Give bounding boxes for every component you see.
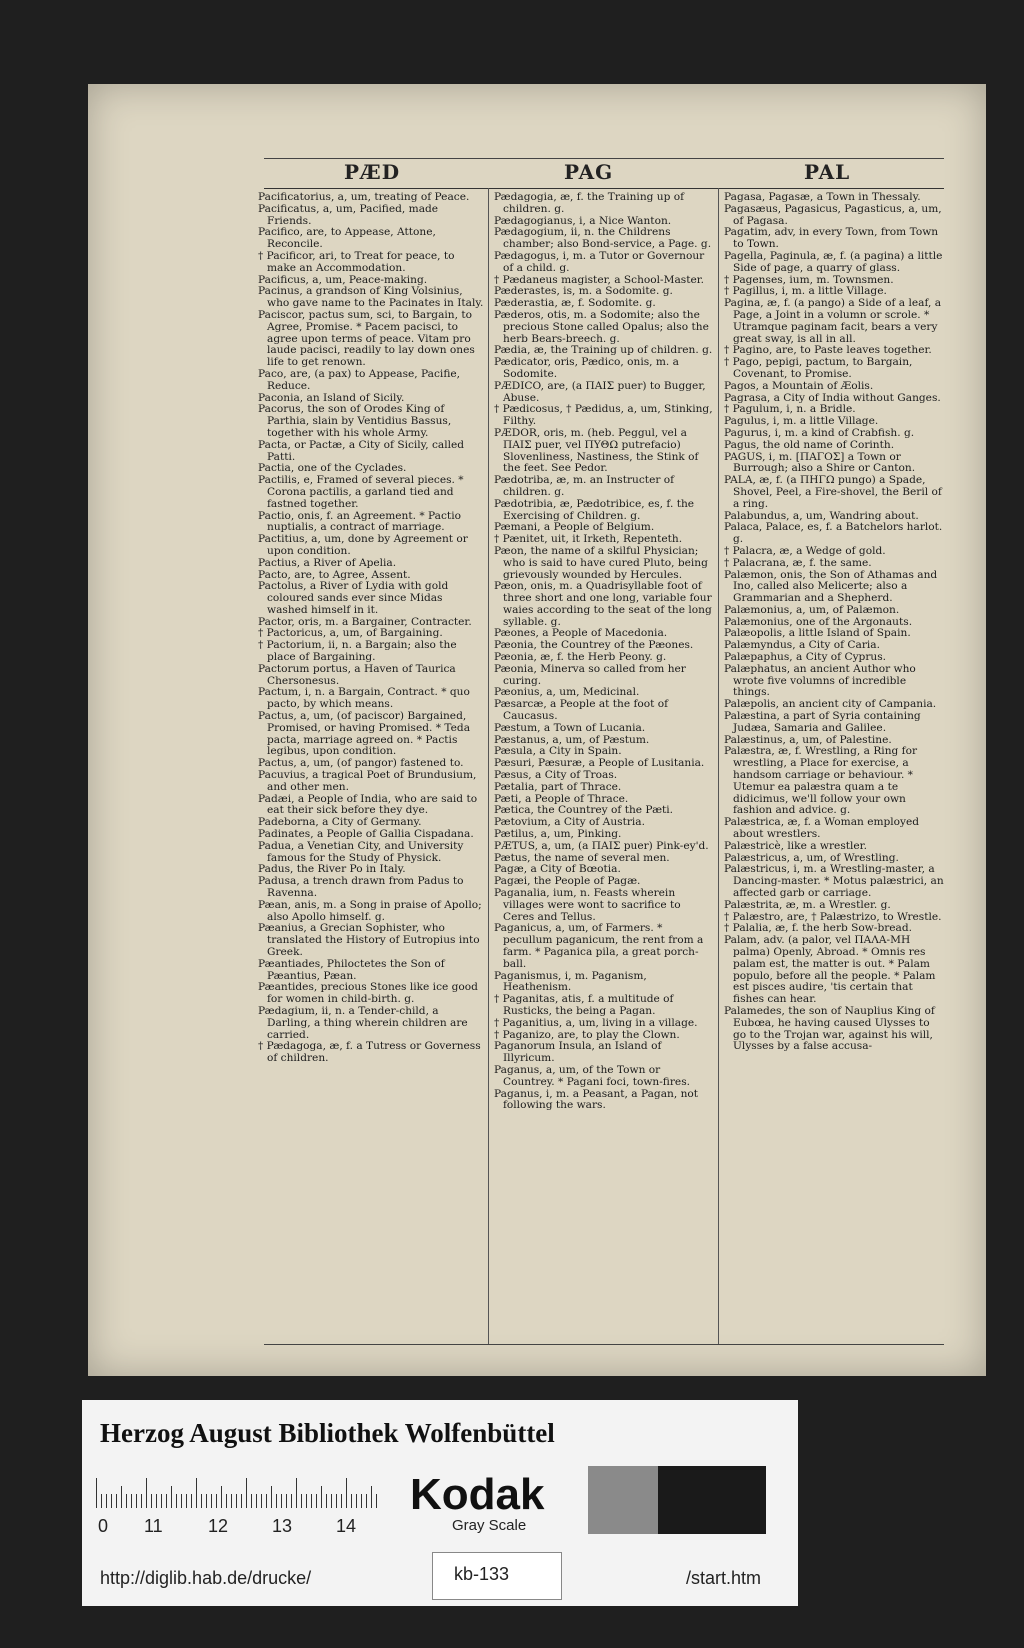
gray-scale-label: Gray Scale <box>452 1517 527 1534</box>
ruler-tick <box>326 1494 327 1508</box>
dictionary-entry: Paciscor, pactus sum, sci, to Bargain, to Agree, Promise. * Pacem pacisci, to agree upon terms of peace. Vitam pro laude pacisci, readily to lay down ones life to get renown. <box>258 308 475 369</box>
dictionary-entry: Pactia, one of the Cyclades. <box>258 462 407 475</box>
ruler-tick <box>101 1494 102 1508</box>
dictionary-entry: Palabundus, a, um, Wandring about. <box>724 509 919 522</box>
ruler-tick <box>356 1494 357 1508</box>
ruler-tick <box>166 1494 167 1508</box>
dictionary-entry: Pactitius, a, um, done by Agreement or upon condition. <box>258 533 468 557</box>
dictionary-entry: Pædagogus, i, m. a Tutor or Governour of a child. g. <box>494 249 705 274</box>
dictionary-entry: Palæstrita, æ, m. a Wrestler. g. <box>724 898 891 911</box>
dictionary-entry: Pæmani, a People of Belgium. <box>494 521 655 534</box>
dictionary-entry: Palæstricus, i, m. a Wrestling-master, a Dancing-master. * Motus palæstrici, an affected garb or carriage. <box>724 863 944 900</box>
ruler-tick <box>311 1494 312 1508</box>
ruler-number: 13 <box>272 1516 293 1536</box>
ruler-tick <box>241 1494 242 1508</box>
dictionary-entry: Pactolus, a River of Lydia with gold coloured sands ever since Midas washed himself in it. <box>258 580 449 616</box>
dictionary-entry: † Pagillus, i, m. a little Village. <box>724 285 887 298</box>
dictionary-entry: Pacto, are, to Agree, Assent. <box>258 568 411 581</box>
ruler-tick <box>366 1494 367 1508</box>
ruler-tick <box>346 1478 347 1508</box>
dictionary-entry: Palæpolis, an ancient city of Campania. <box>724 698 937 711</box>
ruler-tick <box>151 1494 152 1508</box>
dictionary-column-left <box>258 192 484 1065</box>
dictionary-entry: Pætalia, part of Thrace. <box>494 780 622 793</box>
dictionary-entry: PALA, æ, f. (a ΠΗΓΩ pungo) a Spade, Shovel, Peel, a Fire-shovel, the Beril of a ring. <box>724 474 942 510</box>
ruler-tick <box>181 1494 182 1508</box>
dictionary-entry: Pactilis, e, Framed of several pieces. * Corona pactilis, a garland tied and fastned together. <box>258 474 464 510</box>
dictionary-entry: Padinates, a People of Gallia Cispadana. <box>258 828 474 841</box>
dictionary-entry: Pædotribia, æ, Pædotribice, es, f. the Exercising of Children. g. <box>494 497 695 522</box>
dictionary-entry: † Pagino, are, to Paste leaves together. <box>724 344 932 357</box>
ruler-tick <box>316 1494 317 1508</box>
dictionary-entry: Palæopolis, a little Island of Spain. <box>724 627 911 640</box>
dictionary-entry: Pacta, or Pactæ, a City of Sicily, called Patti. <box>258 438 465 463</box>
ruler-number: 11 <box>144 1516 163 1536</box>
ruler-tick <box>201 1494 202 1508</box>
header-right: PAL <box>804 160 851 184</box>
ruler-tick <box>286 1494 287 1508</box>
dictionary-entry: Palæmyndus, a City of Caria. <box>724 639 880 652</box>
ruler-tick <box>256 1494 257 1508</box>
dictionary-entry: Palaca, Palace, es, f. a Batchelors harlot. g. <box>724 521 943 546</box>
color-target-card <box>82 1400 798 1606</box>
dictionary-entry: Palæpaphus, a City of Cyprus. <box>724 651 887 664</box>
dictionary-entry: Pæderastes, is, m. a Sodomite. g. <box>494 285 673 298</box>
dictionary-entry: Pacificatus, a, um, Pacified, made Friends. <box>258 202 439 227</box>
dictionary-entry: Paconia, an Island of Sicily. <box>258 391 405 404</box>
dictionary-entry: Pæderastia, æ, f. Sodomite. g. <box>494 297 656 310</box>
dictionary-entry: Pactum, i, n. a Bargain, Contract. * quo pacto, by which means. <box>258 686 470 711</box>
ruler-tick <box>146 1478 147 1508</box>
header-center: PAG <box>564 160 614 184</box>
dictionary-entry: † Palæstro, are, † Palæstrizo, to Wrestle. <box>724 910 942 923</box>
ruler-tick <box>231 1494 232 1508</box>
dictionary-entry: Palæstricè, like a wrestler. <box>724 839 867 852</box>
dictionary-entry: Pacifico, are, to Appease, Attone, Reconcile. <box>258 226 436 251</box>
dictionary-entry: Pæon, the name of a skilful Physician; who is said to have cured Pluto, being grievously wounded by Hercules. <box>494 544 708 581</box>
dictionary-entry: Pæsula, a City in Spain. <box>494 745 622 758</box>
ruler-tick <box>216 1494 217 1508</box>
dictionary-entry: Pacorus, the son of Orodes King of Parthia, slain by Ventidius Bassus, together with his whole Army. <box>258 403 452 439</box>
dictionary-entry: Pæanius, a Grecian Sophister, who translated the History of Eutropius into Greek. <box>258 922 480 958</box>
ruler-tick <box>176 1494 177 1508</box>
dictionary-entry: Pæones, a People of Macedonia. <box>494 627 668 640</box>
ruler-number: 12 <box>208 1516 229 1536</box>
dictionary-entry: PÆDICO, are, (a ΠΑΙΣ puer) to Bugger, Abuse. <box>494 379 706 404</box>
dictionary-entry: Palæstricus, a, um, of Wrestling. <box>724 851 899 864</box>
dictionary-entry: Pæan, anis, m. a Song in praise of Apollo; also Apollo himself. g. <box>258 898 482 923</box>
ruler-tick <box>281 1494 282 1508</box>
dictionary-entry: Pagrasa, a City of India without Ganges. <box>724 391 941 404</box>
ruler-tick <box>111 1494 112 1508</box>
dictionary-entry: Pætilus, a, um, Pinking. <box>494 828 622 841</box>
dictionary-entry: Palæstrica, æ, f. a Woman employed about wrestlers. <box>724 816 920 841</box>
dictionary-entry: Pagasæus, Pagasicus, Pagasticus, a, um, of Pagasa. <box>724 202 942 227</box>
dictionary-entry: Pagulus, i, m. a little Village. <box>724 415 879 428</box>
dictionary-entry: Pædagogianus, i, a Nice Wanton. <box>494 214 672 227</box>
dictionary-entry: † Pagenses, ium, m. Townsmen. <box>724 273 894 286</box>
ruler-tick <box>331 1494 332 1508</box>
dictionary-entry: Palæstina, a part of Syria containing Judæa, Samaria and Galilee. <box>724 710 921 734</box>
ruler-tick <box>191 1494 192 1508</box>
ruler-tick <box>351 1494 352 1508</box>
dictionary-entry: Paganus, a, um, of the Town or Countrey. * Pagani foci, town-fires. <box>494 1063 691 1088</box>
footer-rule <box>264 1344 944 1345</box>
ruler-tick <box>196 1478 197 1508</box>
dictionary-entry: Pacinus, a grandson of King Volsinius, who gave name to the Pacinates in Italy. <box>258 285 484 310</box>
ruler-tick <box>161 1494 162 1508</box>
scale-ruler <box>96 1478 378 1508</box>
ruler-tick <box>371 1486 372 1508</box>
dictionary-entry: Pæantiades, Philoctetes the Son of Pæantius, Pæan. <box>258 957 445 982</box>
gray-swatch <box>588 1466 658 1534</box>
dictionary-entry: Padus, the River Po in Italy. <box>258 863 406 876</box>
ruler-tick <box>96 1478 97 1508</box>
ruler-tick <box>246 1478 247 1508</box>
ruler-tick <box>121 1486 122 1508</box>
dictionary-entry: Padua, a Venetian City, and University famous for the Study of Physick. <box>258 839 464 864</box>
dictionary-entry: Pædia, æ, the Training up of children. g. <box>494 344 713 357</box>
black-swatch <box>658 1466 766 1534</box>
ruler-tick <box>361 1494 362 1508</box>
dictionary-entry: Pactus, a, um, (of paciscor) Bargained, Promised, or having Promised. * Teda pacta, marriage agreed on. * Pactis legibus, upon condition. <box>258 710 471 758</box>
dictionary-entry: Pæsus, a City of Troas. <box>494 769 618 782</box>
dictionary-entry: Pæsuri, Pæsuræ, a People of Lusitania. <box>494 757 705 770</box>
ruler-tick <box>276 1494 277 1508</box>
dictionary-entry: Pæti, a People of Thrace. <box>494 792 629 805</box>
dictionary-entry: PÆTUS, a, um, (a ΠΑΙΣ puer) Pink-ey'd. <box>494 839 709 852</box>
ruler-tick <box>336 1494 337 1508</box>
ruler-tick <box>206 1494 207 1508</box>
dictionary-entry: Pagæ, a City of Bœotia. <box>494 863 621 876</box>
ruler-tick <box>341 1494 342 1508</box>
ruler-tick <box>171 1486 172 1508</box>
ruler-number: 0 <box>98 1516 109 1536</box>
dictionary-entry: Pagurus, i, m. a kind of Crabfish. g. <box>724 426 915 439</box>
ruler-tick <box>321 1486 322 1508</box>
ruler-tick <box>226 1494 227 1508</box>
dictionary-entry: Pædotriba, æ, m. an Instructer of children. g. <box>494 474 675 498</box>
dictionary-entry: † Paganitas, atis, f. a multitude of Rusticks, the being a Pagan. <box>494 993 674 1017</box>
dictionary-column-middle <box>494 192 714 1112</box>
dictionary-entry: † Pædicosus, † Pædidus, a, um, Stinking, Filthy. <box>494 403 713 428</box>
dictionary-entry: Palæmonius, a, um, of Palæmon. <box>724 603 900 616</box>
ruler-tick <box>296 1478 297 1508</box>
dictionary-entry: Paco, are, (a pax) to Appease, Pacifie, Reduce. <box>258 367 461 392</box>
dictionary-entry: Pactio, onis, f. an Agreement. * Pactio nuptialis, a contract of marriage. <box>258 509 461 534</box>
dictionary-entry: † Pacificor, ari, to Treat for peace, to make an Accommodation. <box>258 249 455 274</box>
dictionary-entry: † Pænitet, uit, it Irketh, Repenteth. <box>494 533 683 546</box>
ruler-tick <box>291 1494 292 1508</box>
dictionary-entry: Paganismus, i, m. Paganism, Heathenism. <box>494 969 647 994</box>
dictionary-entry: Palæmon, onis, the Son of Athamas and Ino, called also Melicerte; also a Grammarian and a Shepherd. <box>724 568 938 605</box>
ruler-tick <box>236 1494 237 1508</box>
ruler-tick <box>131 1494 132 1508</box>
dictionary-entry: Palam, adv. (a palor, vel ΠΑΛΑ-ΜΗ palma) Openly, Abroad. * Omnis res palam est, the matter is out. * Palam populo, before all the people. * Palam est pisces audire, 'tis certain that fishes can hear. <box>724 934 936 1006</box>
dictionary-entry: † Palacrana, æ, f. the same. <box>724 556 872 569</box>
ruler-tick <box>261 1494 262 1508</box>
dictionary-entry: Pætovium, a City of Austria. <box>494 816 645 829</box>
dictionary-entry: Pacificatorius, a, um, treating of Peace. <box>258 191 470 203</box>
dictionary-entry: Pactus, a, um, (of pangor) fastened to. <box>258 757 464 770</box>
ruler-tick <box>251 1494 252 1508</box>
dictionary-entry: Palæstra, æ, f. Wrestling, a Ring for wrestling, a Place for exercise, a handsom carriage or behaviour. * Utemur ea palæstra quam a te didicimus, we'll follow your own fashion and advice. g. <box>724 745 918 817</box>
dictionary-entry: Paganicus, a, um, of Farmers. * pecullum paganicum, the rent from a farm. * Paganica pila, a great porch-ball. <box>494 922 704 970</box>
dictionary-entry: Padæi, a People of India, who are said to eat their sick before they dye. <box>258 792 478 817</box>
header-left: PÆD <box>344 160 401 184</box>
ruler-tick <box>106 1494 107 1508</box>
dictionary-column-right <box>724 192 946 1053</box>
dictionary-entry: Pæsarcæ, a People at the foot of Caucasus. <box>494 698 669 723</box>
dictionary-entry: Pagos, a Mountain of Æolis. <box>724 379 874 392</box>
dictionary-entry: Pagasa, Pagasæ, a Town in Thessaly. <box>724 191 921 203</box>
dictionary-entry: Pagina, æ, f. (a pango) a Side of a leaf, a Page, a Joint in a volumn or scrole. * Utramque paginam facit, bears a very great sway, is all in all. <box>724 297 942 345</box>
dictionary-entry: Pæderos, otis, m. a Sodomite; also the precious Stone called Opalus; also the herb Bears-breech. g. <box>494 308 709 345</box>
dictionary-entry: † Pactoricus, a, um, of Bargaining. <box>258 627 443 640</box>
ruler-tick <box>211 1494 212 1508</box>
dictionary-entry: Padusa, a trench drawn from Padus to Ravenna. <box>258 875 464 900</box>
dictionary-entry: † Palacra, æ, a Wedge of gold. <box>724 544 886 557</box>
ruler-tick <box>186 1494 187 1508</box>
dictionary-entry: Pacificus, a, um, Peace-making. <box>258 273 428 286</box>
dictionary-entry: Pæonia, Minerva so called from her curing. <box>494 662 686 687</box>
shelf-code: kb-133 <box>454 1564 510 1584</box>
dictionary-entry: Pæstanus, a, um, of Pæstum. <box>494 733 650 746</box>
ruler-tick <box>376 1494 377 1508</box>
dictionary-entry: Pactorum portus, a Haven of Taurica Chersonesus. <box>258 662 456 687</box>
ruler-tick <box>271 1486 272 1508</box>
running-header <box>264 158 944 189</box>
dictionary-entry: Pæstum, a Town of Lucania. <box>494 721 646 734</box>
ruler-tick <box>221 1486 222 1508</box>
dictionary-entry: Palamedes, the son of Nauplius King of Eubœa, he having caused Ulysses to go to the Trojan war, against his will, Ulysses by a false accusa- <box>724 1004 935 1053</box>
ruler-tick <box>266 1494 267 1508</box>
dictionary-entry: † Pædaneus magister, a School-Master. <box>494 273 705 286</box>
dictionary-entry: † Pactorium, ii, n. a Bargain; also the place of Bargaining. <box>258 639 457 664</box>
dictionary-entry: Palæphatus, an ancient Author who wrote five volumns of incredible things. <box>724 662 916 699</box>
dictionary-entry: † Paganizo, are, to play the Clown. <box>494 1028 680 1041</box>
column-divider <box>718 188 719 1344</box>
ruler-tick <box>136 1494 137 1508</box>
dictionary-entry: Pagus, the old name of Corinth. <box>724 438 895 451</box>
ruler-number: 14 <box>336 1516 357 1536</box>
dictionary-entry: Pæonia, æ, f. the Herb Peony. g. <box>494 651 667 664</box>
dictionary-entry: Pagatim, adv, in every Town, from Town to Town. <box>724 226 939 251</box>
dictionary-entry: Pagella, Paginula, æ, f. (a pagina) a little Side of page, a quarry of glass. <box>724 249 943 274</box>
dictionary-entry: Paganorum Insula, an Island of Illyricum. <box>494 1040 662 1065</box>
ruler-tick <box>306 1494 307 1508</box>
dictionary-entry: Pædagogium, ii, n. the Childrens chamber; also Bond-service, a Page. g. <box>494 226 712 251</box>
dictionary-entry: PAGUS, i, m. [ΠΑΓΟΣ] a Town or Burrough; also a Shire or Canton. <box>724 450 916 475</box>
dictionary-entry: † Pagulum, i, n. a Bridle. <box>724 403 856 416</box>
library-name: Herzog August Bibliothek Wolfenbüttel <box>100 1418 555 1448</box>
dictionary-entry: Pædagogia, æ, f. the Training up of children. g. <box>494 191 685 215</box>
dictionary-entry: Padeborna, a City of Germany. <box>258 816 422 829</box>
dictionary-entry: Pactius, a River of Apelia. <box>258 556 397 569</box>
dictionary-entry: Pacuvius, a tragical Poet of Brundusium, and other men. <box>258 769 477 793</box>
dictionary-entry: † Paganitius, a, um, living in a village. <box>494 1016 698 1029</box>
dictionary-entry: Pætica, the Countrey of the Pæti. <box>494 804 674 817</box>
start-file: /start.htm <box>686 1568 762 1588</box>
dictionary-entry: Palæstinus, a, um, of Palestine. <box>724 733 892 746</box>
dictionary-entry: Pædicator, oris, Pædico, onis, m. a Sodomite. <box>494 356 679 380</box>
dictionary-entry: Palæmonius, one of the Argonauts. <box>724 615 913 628</box>
dictionary-entry: PÆDOR, oris, m. (heb. Peggul, vel a ΠΑΙΣ puer, vel ΠΥΘΩ putrefacio) Slovenliness, Nastiness, the Stink of the feet. See Pedor. <box>494 426 699 475</box>
dictionary-entry: Pactor, oris, m. a Bargainer, Contracter. <box>258 615 472 628</box>
dictionary-entry: Pæonia, the Countrey of the Pæones. <box>494 639 694 652</box>
dictionary-entry: Paganus, i, m. a Peasant, a Pagan, not following the wars. <box>494 1087 699 1112</box>
kodak-brand: Kodak <box>410 1470 545 1519</box>
ruler-tick <box>156 1494 157 1508</box>
ruler-tick <box>301 1494 302 1508</box>
dictionary-entry: Pætus, the name of several men. <box>494 851 670 864</box>
dictionary-entry: Pædagium, ii, n. a Tender-child, a Darling, a thing wherein children are carried. <box>258 1004 468 1041</box>
dictionary-entry: Pæantides, precious Stones like ice good for women in child-birth. g. <box>258 981 478 1006</box>
ruler-tick <box>116 1494 117 1508</box>
ruler-tick <box>141 1494 142 1508</box>
dictionary-entry: † Pædagoga, æ, f. a Tutress or Governess of children. <box>258 1040 481 1065</box>
dictionary-entry: Pæon, onis, m. a Quadrisyllable foot of three short and one long, variable four waies according to the seat of the long syllable. g. <box>494 580 712 628</box>
column-divider <box>488 188 489 1344</box>
dictionary-entry: Pæonius, a, um, Medicinal. <box>494 686 640 699</box>
dictionary-entry: Pagæi, the People of Pagæ. <box>494 875 641 888</box>
dictionary-entry: Paganalia, ium, n. Feasts wherein villages were wont to sacrifice to Ceres and Tellus. <box>494 887 681 923</box>
ruler-tick <box>126 1494 127 1508</box>
source-url: http://diglib.hab.de/drucke/ <box>100 1568 312 1588</box>
dictionary-entry: † Palalia, æ, f. the herb Sow-bread. <box>724 922 913 935</box>
dictionary-entry: † Pago, pepigi, pactum, to Bargain, Covenant, to Promise. <box>724 356 913 380</box>
